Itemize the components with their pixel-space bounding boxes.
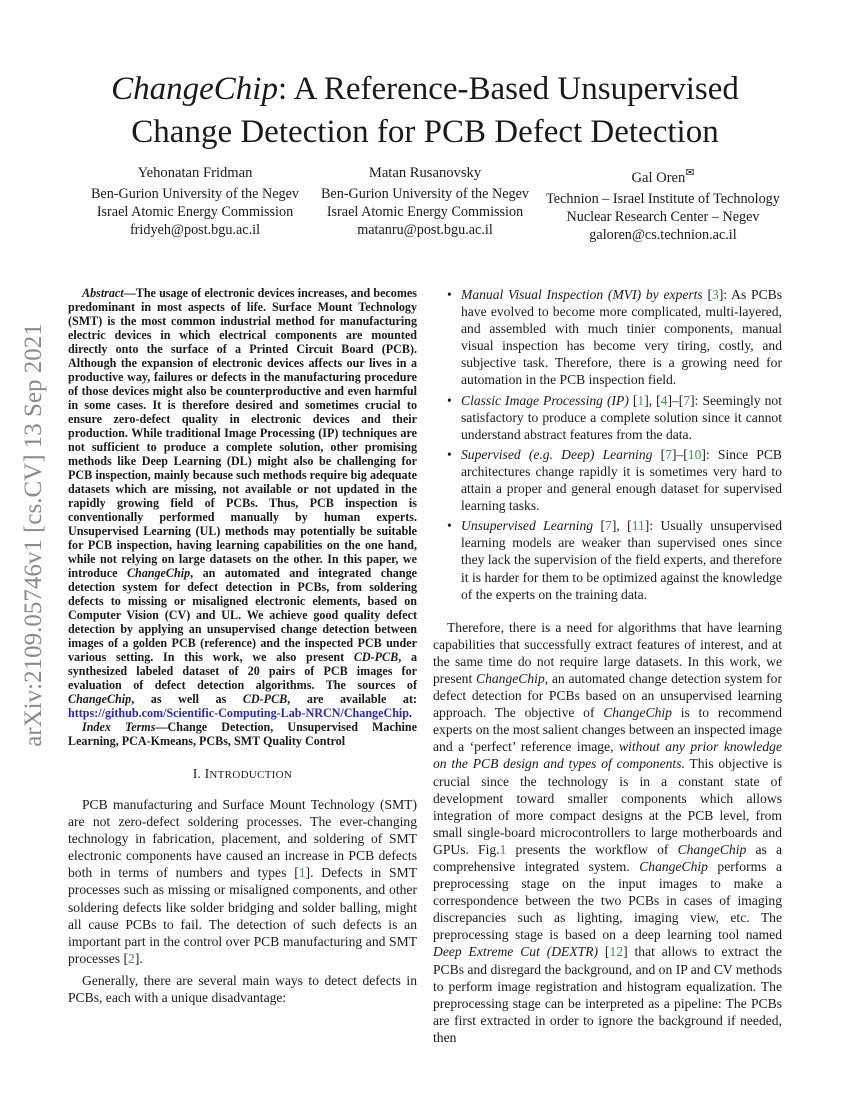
arxiv-stamp [16, 300, 52, 770]
list-item: • Supervised (e.g. Deep) Learning [7]–[10]: Since PCB architectures change rapidly it is sometimes very hard to attain a proper and general enough dataset for supervised learning tasks. [433, 446, 782, 514]
right-paragraph-1: Therefore, there is a need for algorithms that have learning capabilities that successfully extract features of interest, and at the same time do not require large datasets. In this work, we present ChangeChip, an automated change detection system for defect detection for PCBs based on an unsupervised learning approach. The objective of ChangeChip is to recommend experts on the most salient changes between an inspected image and a ‘perfect’ reference image, without any prior knowledge on the PCB design and types of components. This objective is crucial since the technology is in a constant state of development toward smaller components which allows integration of more compact designs at the PCB level, from small single-board microcontrollers to large motherboards and GPUs. Fig.1 presents the workflow of ChangeChip as a comprehensive integrated system. ChangeChip performs a preprocessing stage on the input images to make a correspondence between the two PCBs in cases of imaging discrepancies such as lighting, imaging view, etc. The preprocessing stage is based on a deep learning tool named Deep Extreme Cut (DEXTR) [12] that allows to extract the PCBs and disregard the background, and on IP and CV methods to perform image registration and histogram equalization. The preprocessing stage can be interpreted as a pipeline: The PCBs are first extracted in order to ignore the background if needed, then [433, 619, 783, 1045]
title-system-name: ChangeChip [111, 71, 278, 107]
abstract: Abstract—The usage of electronic devices increases, and becomes predominant in most aspects of life. Surface Mount Technology (SMT) is the most common industrial method for manufacturing electric devices in which electrical components are mounted directly onto the surface of a Printed Circuit Board (PCB). Although the expansion of electronic devices affects our lives in a productive way, failures or defects in the manufacturing procedure of those devices might also be counterproductive and even harmful in some cases. It is therefore desired and sometimes crucial to ensure zero-defect quality in electronic devices and their production. While traditional Image Processing (IP) techniques are not sufficient to produce a complete solution, other promising methods like Deep Learning (DL) might also be challenging for PCB inspection, mainly because such methods require big adequate datasets which are missing, not available or not updated in the rapidly growing field of PCBs. Thus, PCB inspection is conventionally performed manually by human experts. Unsupervised Learning (UL) methods may potentially be suitable for PCB inspection, having learning capabilities on the one hand, while not relying on large datasets on the other. In this paper, we introduce ChangeChip, an automated and integrated change detection system for defect detection in PCBs, from soldering defects to missing or misaligned electronic elements, based on Computer Vision (CV) and UL. We achieve good quality defect detection by applying an unsupervised change detection between images of a golden PCB (reference) and the inspected PCB under various setting. In this work, we also present CD-PCB, a synthesized labeled dataset of 20 pairs of PCB images for evaluation of defect detection algorithms. The sources of ChangeChip, as well as CD-PCB, are available at: https://github.com/Scientific-Computing-Lab-NRCN/ChangeChip. [68, 286, 417, 720]
author-affiliation: Ben-Gurion University of the Negev [90, 186, 300, 202]
author-affiliation: Israel Atomic Energy Commission [96, 204, 294, 220]
list-item: • Manual Visual Inspection (MVI) by experts [3]: As PCBs have evolved to become more complicated, multi-layered, and assembled with much tinier components, manual visual inspection has become very tiring, costly, and subjective task. Therefore, there is a growing need for automation in the PCB inspection field. [433, 286, 782, 389]
author-2 [298, 164, 552, 239]
author-affiliation: Technion – Israel Institute of Technology [546, 190, 780, 207]
author-3 [518, 164, 808, 244]
author-email[interactable]: matanru@post.bgu.ac.il [357, 222, 493, 238]
index-terms: Index Terms—Change Detection, Unsupervised Machine Learning, PCA-Kmeans, PCBs, SMT Quality Control [68, 720, 417, 748]
citation-link[interactable]: 7 [683, 392, 691, 408]
list-item: • Unsupervised Learning [7], [11]: Usually unsupervised learning models are weaker than supervised ones since they lack the supervision of the field experts, and therefore it is harder for them to be optimized against the knowledge of the experts on the training data. [433, 517, 782, 602]
abstract-label: Abstract [82, 286, 124, 300]
list-item: • Classic Image Processing (IP) [1], [4]–[7]: Seemingly not satisfactory to produce a complete solution since it cannot understand abstract features from the data. [433, 392, 782, 443]
citation-link[interactable]: 7 [605, 518, 612, 534]
author-affiliation: Israel Atomic Energy Commission [326, 204, 524, 220]
author-email[interactable]: fridyeh@post.bgu.ac.il [129, 222, 261, 238]
figure-link[interactable]: 1 [499, 841, 507, 857]
arxiv-stamp-text: arXiv:2109.05746v1 [cs.CV] 13 Sep 2021 [20, 323, 47, 747]
intro-paragraph-2: Generally, there are several main ways to detect defects in PCBs, each with a unique disadvantage: [68, 972, 417, 1006]
citation-link[interactable]: 7 [665, 446, 672, 462]
defect-detection-methods-list [433, 286, 782, 603]
index-terms-label: Index Terms [82, 720, 156, 734]
title-line-2: Change Detection for PCB Defect Detection [131, 114, 719, 150]
citation-link[interactable]: 1 [298, 865, 306, 881]
author-affiliation: Nuclear Research Center – Negev [566, 208, 760, 225]
author-1 [68, 164, 322, 239]
citation-link[interactable]: 2 [128, 950, 135, 966]
citation-link[interactable]: 11 [631, 518, 645, 534]
citation-link[interactable]: 4 [660, 392, 668, 408]
author-email[interactable]: galoren@cs.technion.ac.il [589, 226, 737, 243]
author-affiliation: Ben-Gurion University of the Negev [320, 186, 530, 202]
envelope-icon: ✉ [685, 167, 695, 179]
author-name: Yehonatan Fridman [137, 165, 253, 181]
title-line-1: ChangeChip: A Reference-Based Unsupervised [111, 71, 739, 107]
citation-link[interactable]: 12 [609, 944, 624, 960]
citation-link[interactable]: 1 [637, 392, 645, 408]
right-column [433, 286, 782, 1051]
github-link[interactable]: https://github.com/Scientific-Computing-Lab-NRCN/ChangeChip [68, 706, 410, 720]
section-heading-introduction: I. INTRODUCTION [192, 766, 293, 781]
citation-link[interactable]: 3 [712, 287, 719, 302]
citation-link[interactable]: 10 [687, 446, 702, 462]
paper-title [0, 68, 850, 154]
author-name: Matan Rusanovsky [368, 165, 482, 181]
left-column [68, 286, 417, 1011]
author-name: Gal Oren✉ [631, 167, 695, 186]
intro-paragraph-1: PCB manufacturing and Surface Mount Technology (SMT) are not zero-defect soldering processes. The ever-changing technology in fabrication, placement, and soldering of SMT electronic components have caused an increase in PCB defects both in terms of numbers and types [1]. Defects in SMT processes such as missing or misaligned components, and other soldering defects like solder bridging and solder balling, might all cause PCBs to fail. The detection of such defects is an important part in the control over PCB manufacturing and SMT processes [2]. [68, 797, 417, 966]
